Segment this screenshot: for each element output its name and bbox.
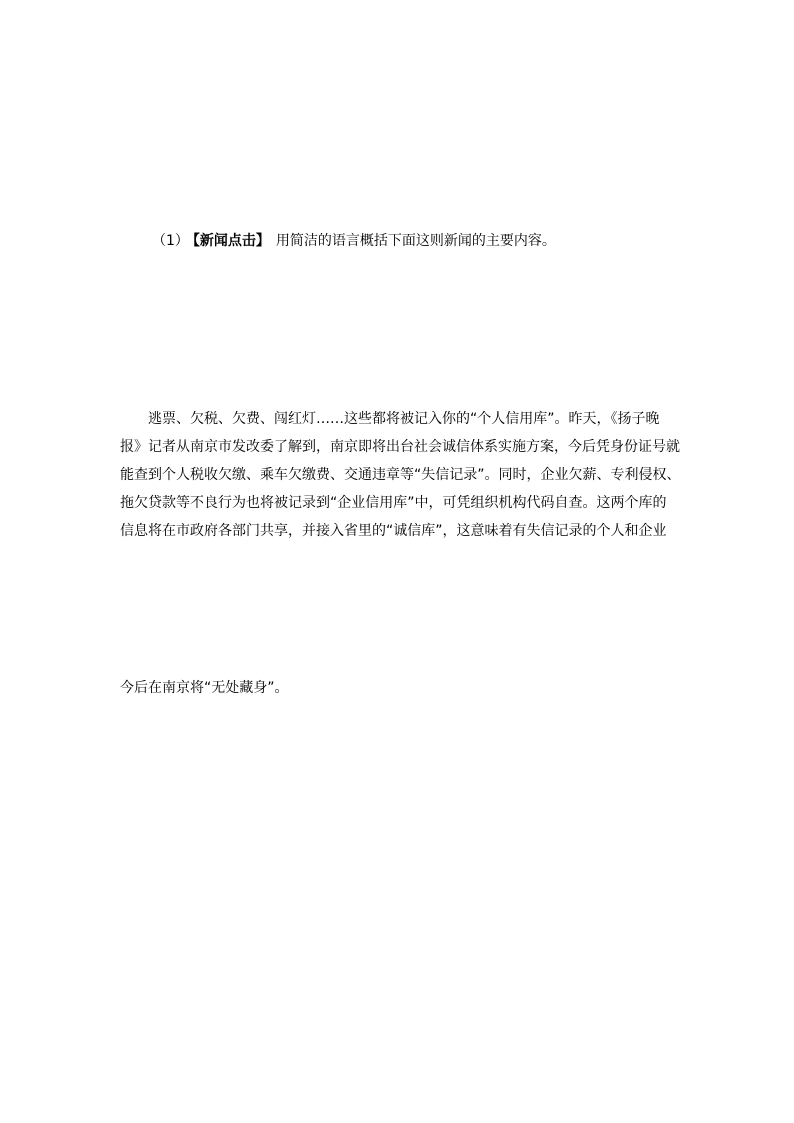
passage-line: 逃票、欠税、欠费、闯红灯……这些都将被记入你的“个人信用库”。昨天，《扬子晚 — [148, 411, 660, 427]
question-prompt: 用简洁的语言概括下面这则新闻的主要内容。 — [275, 233, 556, 249]
question-heading — [152, 231, 556, 251]
news-passage — [120, 405, 680, 545]
passage-tail: 今后在南京将“无处藏身”。 — [120, 680, 289, 696]
passage-line: 信息将在市政府各部门共享，并接入省里的“诚信库”，这意味着有失信记录的个人和企业 — [120, 523, 667, 539]
passage-line: 报》记者从南京市发改委了解到，南京即将出台社会诚信体系实施方案，今后凭身份证号就 — [120, 439, 680, 455]
passage-line: 拖欠贷款等不良行为也将被记录到“企业信用库”中，可凭组织机构代码自查。这两个库的 — [120, 495, 667, 511]
question-tag: 【新闻点击】 — [192, 233, 270, 249]
passage-line: 能查到个人税收欠缴、乘车欠缴费、交通违章等“失信记录”。同时，企业欠薪、专利侵权、 — [120, 467, 681, 483]
question-number: （1） — [152, 233, 189, 249]
